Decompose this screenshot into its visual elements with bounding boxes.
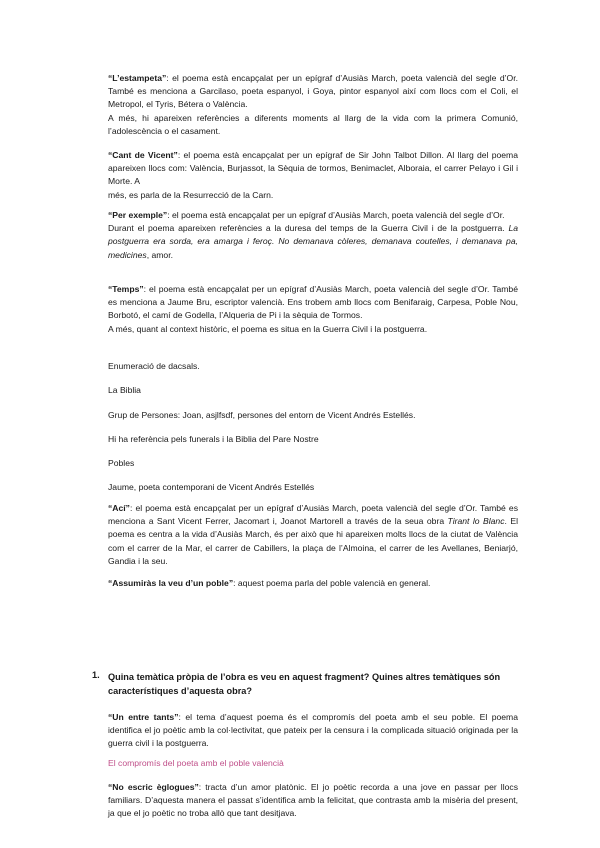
paragraph-aci: “Ací”: el poema està encapçalat per un epígraf d’Ausiàs March, poeta valencià del segle d’Or. També es menciona a Sant Vicent Ferrer, Jacomart i, Joanot Martorell a través de la seua obra Tirant lo Blanc. El poema es centra a la vida d’Ausiàs March, és per això que hi apareixen molts llocs de la ciutat de València com el carrer de la Mar, el carrer de Cabillers, la plaça de l’Almoina, el carrer de les Avellanes, Beniarjó, Gandia i la seu. xyxy=(108,503,518,566)
title-aci: “Ací” xyxy=(108,503,130,513)
note-biblia: La Biblia xyxy=(108,385,141,395)
paragraph-estampeta: “L’estampeta”: el poema està encapçalat per un epígraf d’Ausiàs March, poeta valencià del segle d’Or. També es menciona a Garcilaso, poeta espanyol, i Goya, pintor espanyol així com llocs com el Coli, el Metropol, el Tyris, Bétera o València. A més, hi apareixen referències a diferents moments al llarg de la vida com la primera Comunió, l’adolescència o el casament. xyxy=(108,73,518,136)
question-number: 1. xyxy=(92,670,100,680)
note-jaume: Jaume, poeta contemporani de Vicent Andrés Estellés xyxy=(108,482,315,492)
note-enumeracio: Enumeració de dacsals. xyxy=(108,361,200,371)
paragraph-per-exemple: “Per exemple”: el poema està encapçalat per un epígraf d’Ausiàs March, poeta valencià del segle d’Or. Durant el poema apareixen referències a la duresa del temps de la Guerra Civil i de la postguerra. La postguerra era sorda, era amarga i feroç. No demanava còleres, demanava coutelles, i demanava pa, medicines, amor. xyxy=(108,210,518,260)
section-heading: El compromís del poeta amb el poble valencià xyxy=(108,758,284,768)
note-referencia: Hi ha referència pels funerals i la Biblia del Pare Nostre xyxy=(108,434,319,444)
note-grup: Grup de Persones: Joan, asjlfsdf, persones del entorn de Vicent Andrés Estellés. xyxy=(108,410,416,420)
paragraph-assumiras: “Assumiràs la veu d’un poble”: aquest poema parla del poble valencià en general. xyxy=(108,578,431,588)
quote-per-exemple: La postguerra era sorda, era amarga i feroç. No demanava còleres, demanava coutelles, i demanava pa, medicines xyxy=(108,223,518,260)
paragraph-un-entre-tants: “Un entre tants”: el tema d’aquest poema és el compromís del poeta amb el seu poble. El poema identifica el jo poètic amb la col·lectivitat, que pateix per la censura i la complicada situació originada per la guerra civil i la postguerra. xyxy=(108,712,518,749)
title-un-entre-tants: “Un entre tants” xyxy=(108,712,179,722)
note-pobles: Pobles xyxy=(108,458,135,468)
title-estampeta: “L’estampeta” xyxy=(108,73,167,83)
title-temps: “Temps” xyxy=(108,284,144,294)
paragraph-no-escric: “No escric èglogues”: tracta d’un amor platònic. El jo poètic recorda a una jove en passar per llocs familiars. D’aquesta manera el passat s’identifica amb la felicitat, que contrasta amb la misèria del present, ja que el jo poètic no troba allò que tant desitjava. xyxy=(108,782,518,819)
title-cant-de-vicent: “Cant de Vicent” xyxy=(108,150,178,160)
question-text: Quina temàtica pròpia de l’obra es veu en aquest fragment? Quines altres temàtiques són característiques d’aquesta obra? xyxy=(108,672,501,696)
paragraph-temps: “Temps”: el poema està encapçalat per un epígraf d’Ausiàs March, poeta valencià del segle d’Or. També es menciona a Jaume Bru, escriptor valencià. Ens trobem amb llocs com Benifaraig, Carpesa, Poble Nou, Borbotó, el camí de Godella, l’Alqueria de Pi i la sèquia de Tormos. A més, quant al context històric, el poema es situa en la Guerra Civil i la postguerra. xyxy=(108,284,518,334)
title-per-exemple: “Per exemple” xyxy=(108,210,168,220)
italic-tirant: Tirant lo Blanc xyxy=(447,516,505,527)
paragraph-cant-de-vicent: “Cant de Vicent”: el poema està encapçalat per un epígraf de Sir John Talbot Dillon. Al llarg del poema apareixen llocs com: València, Burjassot, la Sèquia de tormos, Benimaclet, Alboraia, el carrer Pelayo i Gil i Morte. A més, es parla de la Resurrecció de la Carn. xyxy=(108,150,518,200)
title-no-escric: “No escric èglogues” xyxy=(108,782,199,792)
title-assumiras: “Assumiràs la veu d’un poble” xyxy=(108,578,234,588)
